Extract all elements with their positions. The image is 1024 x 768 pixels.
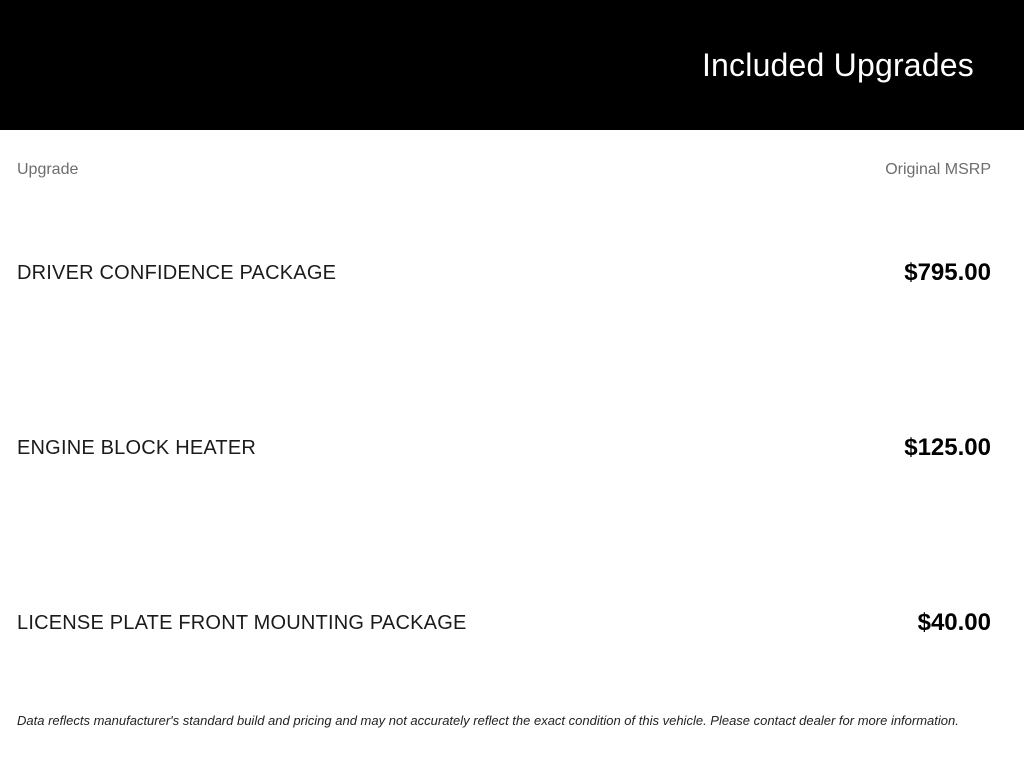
upgrade-name: LICENSE PLATE FRONT MOUNTING PACKAGE xyxy=(17,611,467,634)
table-row xyxy=(17,259,991,287)
table-column-headers xyxy=(17,130,991,178)
upgrade-name: ENGINE BLOCK HEATER xyxy=(17,436,257,459)
upgrades-table xyxy=(0,130,1024,729)
table-row xyxy=(17,609,991,637)
upgrade-price: $125.00 xyxy=(904,434,991,461)
page-title: Included Upgrades xyxy=(701,46,974,83)
upgrade-price: $795.00 xyxy=(904,259,991,286)
page-header xyxy=(0,0,1024,130)
column-header-msrp: Original MSRP xyxy=(885,161,991,178)
column-header-upgrade: Upgrade xyxy=(17,161,79,178)
disclaimer-text: Data reflects manufacturer's standard build and pricing and may not accurately reflect the exact condition of this vehicle. Please contact dealer for more information. xyxy=(17,713,959,728)
table-row xyxy=(17,434,991,462)
upgrade-name: DRIVER CONFIDENCE PACKAGE xyxy=(17,261,337,284)
upgrade-price: $40.00 xyxy=(917,609,991,636)
